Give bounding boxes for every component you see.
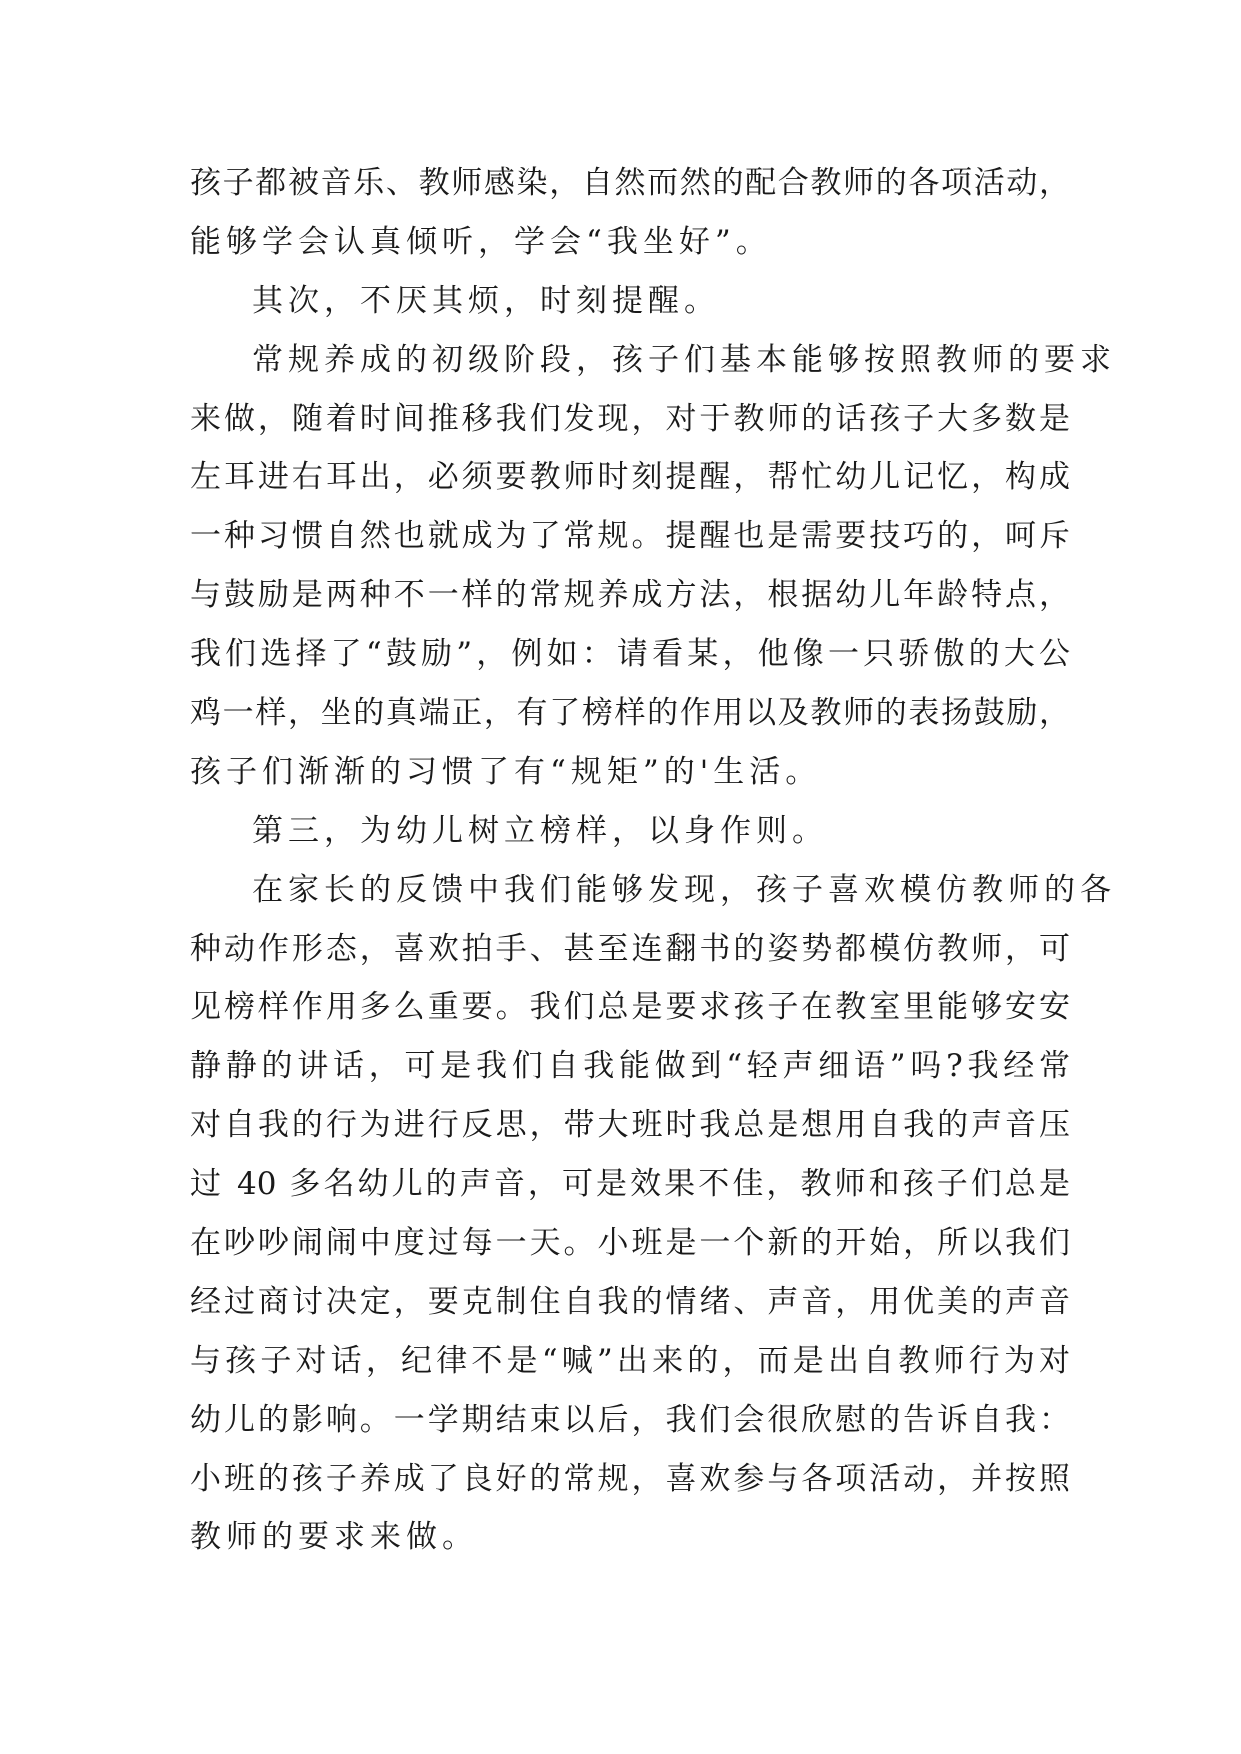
document-body bbox=[190, 162, 1116, 1575]
text-line: 与鼓励是两种不一样的常规养成方法，根据幼儿年龄特点， bbox=[190, 577, 1070, 614]
text-line: 我们选择了“鼓励”，例如：请看某，他像一只骄傲的大公 bbox=[190, 636, 1070, 673]
text-line: 见榜样作用多么重要。我们总是要求孩子在教室里能够安安 bbox=[190, 989, 1070, 1026]
text-line: 过 40 多名幼儿的声音，可是效果不佳，教师和孩子们总是 bbox=[190, 1166, 1070, 1203]
text-line: 来做，随着时间推移我们发现，对于教师的话孩子大多数是 bbox=[190, 400, 1070, 437]
text-line: 孩子都被音乐、教师感染，自然而然的配合教师的各项活动， bbox=[190, 165, 1070, 201]
text-line: 幼儿的影响。一学期结束以后，我们会很欣慰的告诉自我： bbox=[190, 1401, 1070, 1438]
text-line: 经过商讨决定，要克制住自我的情绪、声音，用优美的声音 bbox=[190, 1283, 1070, 1320]
paragraph-first-line: 在家长的反馈中我们能够发现，孩子喜欢模仿教师的各 bbox=[252, 871, 1116, 908]
section-heading: 其次，不厌其烦，时刻提醒。 bbox=[252, 282, 720, 319]
paragraph-first-line: 常规养成的初级阶段，孩子们基本能够按照教师的要求 bbox=[252, 341, 1116, 378]
section-heading: 第三，为幼儿树立榜样，以身作则。 bbox=[252, 812, 828, 849]
text-line: 鸡一样，坐的真端正，有了榜样的作用以及教师的表扬鼓励， bbox=[190, 695, 1070, 732]
text-line: 种动作形态，喜欢拍手、甚至连翻书的姿势都模仿教师，可 bbox=[190, 930, 1070, 967]
text-line: 能够学会认真倾听，学会“我坐好”。 bbox=[190, 223, 772, 260]
text-line: 小班的孩子养成了良好的常规，喜欢参与各项活动，并按照 bbox=[190, 1460, 1070, 1497]
text-line: 左耳进右耳出，必须要教师时刻提醒，帮忙幼儿记忆，构成 bbox=[190, 459, 1070, 496]
text-line: 与孩子对话，纪律不是“喊”出来的，而是出自教师行为对 bbox=[190, 1342, 1070, 1379]
text-line: 对自我的行为进行反思，带大班时我总是想用自我的声音压 bbox=[190, 1107, 1070, 1144]
text-line: 教师的要求来做。 bbox=[190, 1519, 478, 1556]
text-line: 静静的讲话，可是我们自我能做到“轻声细语”吗?我经常 bbox=[190, 1048, 1070, 1085]
text-line: 在吵吵闹闹中度过每一天。小班是一个新的开始，所以我们 bbox=[190, 1225, 1070, 1262]
text-line: 一种习惯自然也就成为了常规。提醒也是需要技巧的，呵斥 bbox=[190, 518, 1070, 555]
text-line: 孩子们渐渐的习惯了有“规矩”的'生活。 bbox=[190, 753, 822, 790]
